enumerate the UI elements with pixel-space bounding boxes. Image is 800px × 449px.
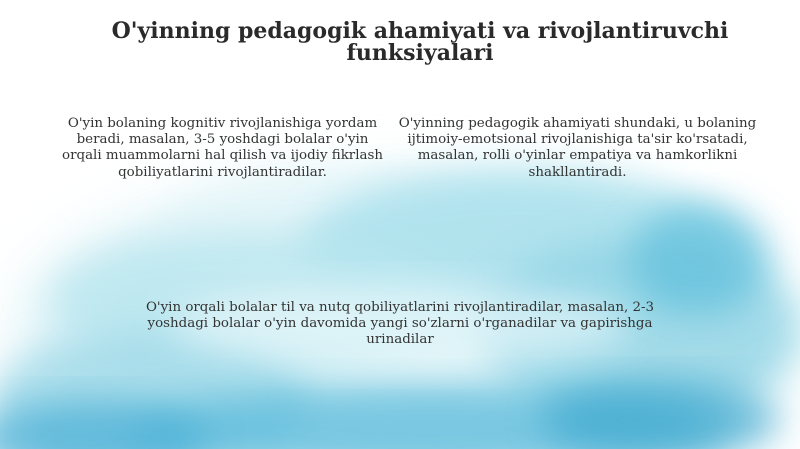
slide-title: O'yinning pedagogik ahamiyati va rivojlantiruvchi funksiyalari — [111, 18, 729, 66]
paragraph-language: O'yin orqali bolalar til va nutq qobiliyatlarini rivojlantiradilar, masalan, 2-3 yoshdagi bolalar o'yin davomida yangi so'zlarni o'rganadilar va gapirishga urinadilar — [145, 300, 655, 348]
paragraph-social-emotional: O'yinning pedagogik ahamiyati shundaki, u bolaning ijtimoiy-emotsional rivojlanishiga ta'sir ko'rsatadi, masalan, rolli o'yinlar empatiya va hamkorlikni shakllantiradi. — [398, 116, 757, 180]
paragraph-cognitive: O'yin bolaning kognitiv rivojlanishiga yordam beradi, masalan, 3-5 yoshdagi bolalar o'yin orqali muammolarni hal qilish va ijodiy fikrlash qobiliyatlarini rivojlantiradilar. — [62, 116, 383, 180]
